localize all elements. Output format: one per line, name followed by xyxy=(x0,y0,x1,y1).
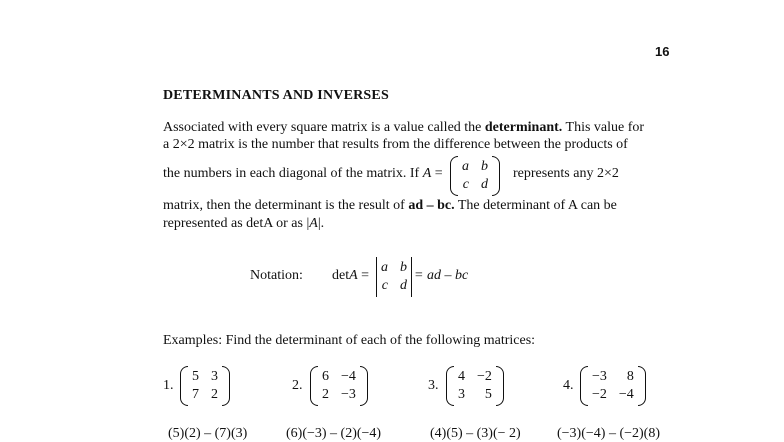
text: The determinant of A can be xyxy=(454,198,617,213)
text: |. xyxy=(317,216,325,231)
paragraph-line-1 xyxy=(163,120,644,136)
entry: 5 xyxy=(192,369,199,384)
entry-c: c xyxy=(381,278,388,293)
right-paren xyxy=(360,366,368,406)
equals: = xyxy=(431,166,443,181)
example-work-4: (−3)(−4) – (−2)(8) xyxy=(557,426,660,441)
var-A: A xyxy=(309,216,318,231)
notation-lhs xyxy=(332,268,369,284)
matrix-entries xyxy=(454,369,496,403)
entry-b: b xyxy=(481,159,488,174)
entry: −3 xyxy=(592,369,607,384)
text: the numbers in each diagonal of the matrix. If xyxy=(163,166,423,181)
paragraph-line-4 xyxy=(163,198,617,214)
equals: = xyxy=(357,268,370,283)
entry: −4 xyxy=(618,387,634,402)
example-label: 3. xyxy=(428,378,439,393)
notation-determinant xyxy=(376,257,412,297)
entry: 2 xyxy=(322,387,329,402)
paragraph-line-3b: represents any 2×2 xyxy=(513,166,619,181)
right-bar xyxy=(411,257,412,297)
paragraph-line-3 xyxy=(163,166,443,182)
entry: 6 xyxy=(322,369,329,384)
matrix-entries xyxy=(458,159,492,193)
entry-d: d xyxy=(481,177,488,192)
matrix-entries xyxy=(318,369,360,403)
entry: 8 xyxy=(626,369,634,384)
det-text: det xyxy=(332,268,350,283)
entry: 7 xyxy=(192,387,199,402)
entry-a: a xyxy=(462,159,469,174)
example-matrix-1 xyxy=(180,366,230,406)
notation-label: Notation: xyxy=(250,268,303,283)
entry: 3 xyxy=(211,369,218,384)
left-paren xyxy=(450,156,458,196)
text: matrix, then the determinant is the result of xyxy=(163,198,409,213)
text: represented as detA or as | xyxy=(163,216,310,231)
example-work-2: (6)(−3) – (2)(−4) xyxy=(286,426,382,441)
entry: −4 xyxy=(341,369,356,384)
entry: 5 xyxy=(484,387,492,402)
entry: −3 xyxy=(341,387,356,402)
text: This value for xyxy=(562,120,645,135)
example-label: 1. xyxy=(163,378,174,393)
paragraph-line-5 xyxy=(163,216,324,232)
examples-prompt: Examples: Find the determinant of each of the following matrices: xyxy=(163,333,536,348)
entry-b: b xyxy=(400,260,407,275)
entry: 3 xyxy=(458,387,465,402)
example-label: 4. xyxy=(563,378,574,393)
left-paren xyxy=(446,366,454,406)
notation-rhs: = ad – bc xyxy=(414,268,469,283)
example-matrix-2 xyxy=(310,366,368,406)
example-work-3: (4)(5) – (3)(− 2) xyxy=(430,426,521,441)
right-paren xyxy=(492,156,500,196)
entry-d: d xyxy=(400,278,407,293)
section-heading: DETERMINANTS AND INVERSES xyxy=(163,88,389,103)
text: Associated with every square matrix is a value called the xyxy=(163,120,485,135)
right-paren xyxy=(638,366,646,406)
entry-c: c xyxy=(462,177,469,192)
right-paren xyxy=(222,366,230,406)
matrix-entries xyxy=(188,369,222,403)
entry: −2 xyxy=(477,369,492,384)
var-A: A xyxy=(349,268,358,283)
example-work-1: (5)(2) – (7)(3) xyxy=(168,426,248,441)
left-paren xyxy=(180,366,188,406)
left-paren xyxy=(580,366,588,406)
matrix-entries xyxy=(588,369,638,403)
page-number: 16 xyxy=(655,44,670,59)
example-label: 2. xyxy=(292,378,303,393)
right-paren xyxy=(496,366,504,406)
entry: 2 xyxy=(211,387,218,402)
example-matrix-4 xyxy=(580,366,646,406)
term-determinant: determinant. xyxy=(484,120,563,135)
paragraph-line-2: a 2×2 matrix is the number that results from the difference between the products of xyxy=(163,137,628,152)
term-ad-bc: ad – bc. xyxy=(408,198,455,213)
example-matrix-3 xyxy=(446,366,504,406)
entry-a: a xyxy=(381,260,388,275)
entry: −2 xyxy=(592,387,607,402)
determinant-entries xyxy=(377,260,411,294)
generic-matrix xyxy=(450,156,500,196)
left-paren xyxy=(310,366,318,406)
var-A: A xyxy=(422,166,432,181)
entry: 4 xyxy=(458,369,465,384)
